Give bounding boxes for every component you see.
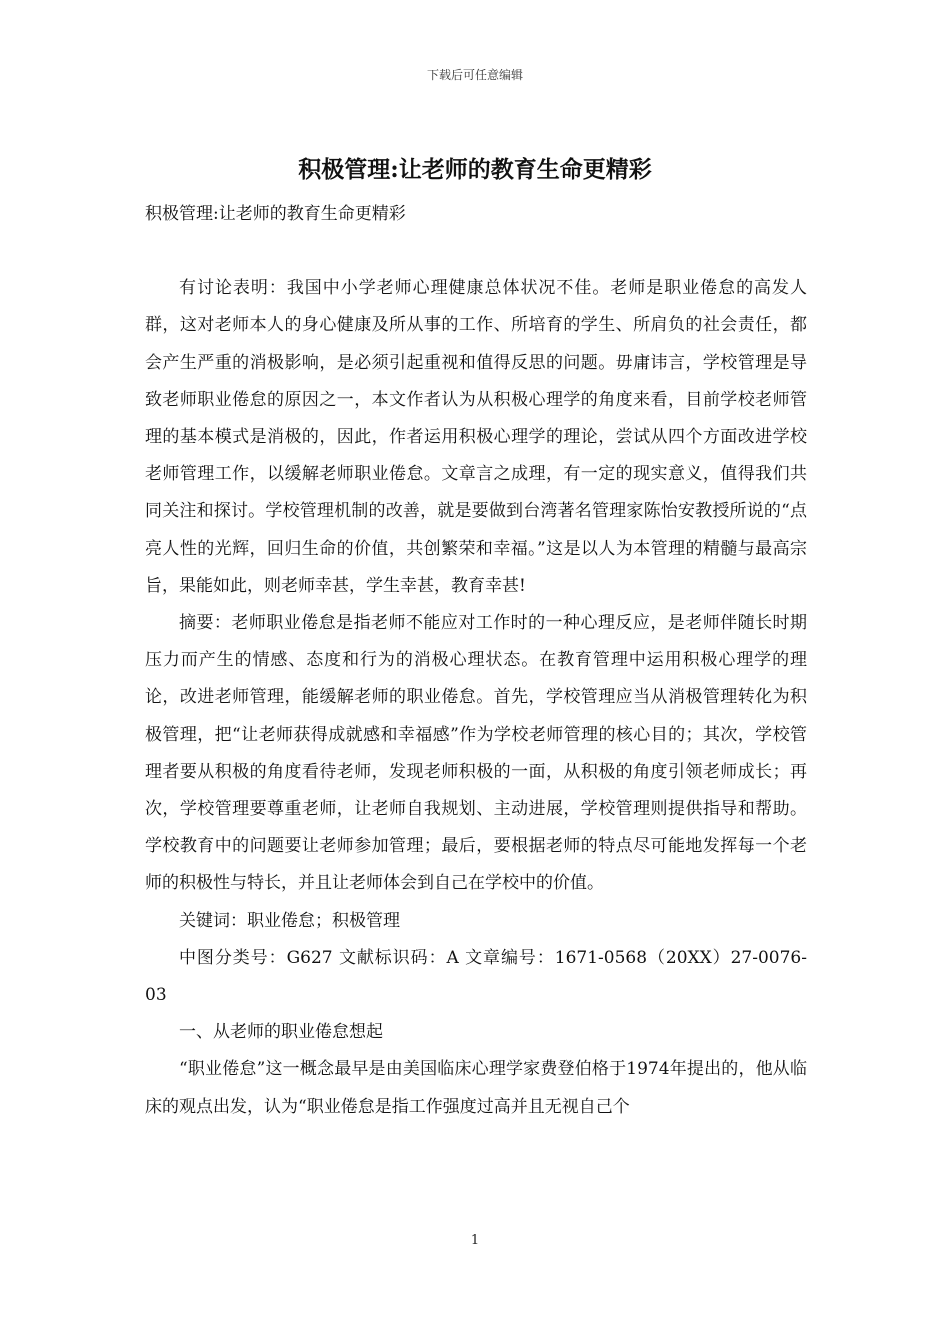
paragraph-intro: 有讨论表明：我国中小学老师心理健康总体状况不佳。老师是职业倦怠的高发人群，这对老师本人的身心健康及所从事的工作、所培育的学生、所肩负的社会责任，都会产生严重的消极影响，是必须引起重视和值得反思的问题。毋庸讳言，学校管理是导致老师职业倦怠的原因之一，本文作者认为从积极心理学的角度来看，目前学校老师管理的基本模式是消极的，因此，作者运用积极心理学的理论，尝试从四个方面改进学校老师管理工作，以缓解老师职业倦怠。文章言之成理，有一定的现实意义，值得我们共同关注和探讨。学校管理机制的改善，就是要做到台湾著名管理家陈怡安教授所说的“点亮人性的光辉，回归生命的价值，共创繁荣和幸福。”这是以人为本管理的精髓与最高宗旨，果能如此，则老师幸甚，学生幸甚，教育幸甚!	[145, 278, 807, 596]
paragraph-keywords: 关键词：职业倦怠；积极管理	[179, 910, 400, 931]
paragraph-section-1: “职业倦怠”这一概念最早是由美国临床心理学家费登伯格于1974年提出的，他从临床的观点出发，认为“职业倦怠是指工作强度过高并且无视自己个	[145, 1059, 807, 1117]
paragraph-classification: 中图分类号：G627 文献标识码：A 文章编号：1671-0568（20XX）27-0076-03	[145, 947, 807, 1006]
document-subtitle: 积极管理:让老师的教育生命更精彩	[145, 204, 406, 224]
paragraph-abstract: 摘要：老师职业倦怠是指老师不能应对工作时的一种心理反应，是老师伴随长时期压力而产生的情感、态度和行为的消极心理状态。在教育管理中运用积极心理学的理论，改进老师管理，能缓解老师的职业倦怠。首先，学校管理应当从消极管理转化为积极管理，把“让老师获得成就感和幸福感”作为学校老师管理的核心目的；其次，学校管理者要从积极的角度看待老师，发现老师积极的一面，从积极的角度引领老师成长；再次，学校管理要尊重老师，让老师自我规划、主动进展，学校管理则提供指导和帮助。学校教育中的问题要让老师参加管理；最后，要根据老师的特点尽可能地发挥每一个老师的积极性与特长，并且让老师体会到自己在学校中的价值。	[145, 613, 807, 894]
document-body	[145, 196, 807, 1126]
section-heading-1: 一、从老师的职业倦怠想起	[179, 1022, 383, 1043]
document-title: 积极管理:让老师的教育生命更精彩	[298, 156, 652, 183]
page-number: 1	[470, 1233, 480, 1248]
header-note: 下载后可任意编辑	[426, 68, 523, 82]
